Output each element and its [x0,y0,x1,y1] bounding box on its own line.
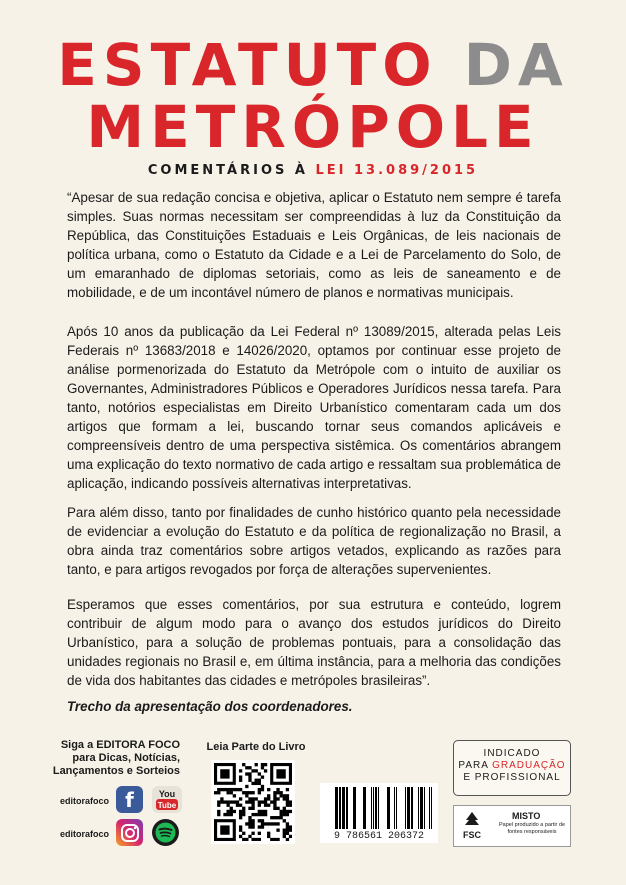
facebook-icon[interactable]: f [116,786,143,813]
isbn-number: 9 786561 206372 [333,831,424,842]
signoff: Trecho da apresentação dos coordenadores. [67,699,353,714]
subtitle-prefix: COMENTÁRIOS À [147,163,316,178]
social-line-3: Lançamentos e Sorteios [52,765,180,777]
social-callout [30,739,180,778]
social-handle-top: editorafoco [60,796,110,806]
fsc-misto: MISTO [512,811,541,821]
paragraph-2: Após 10 anos da publicação da Lei Federal nº 13089/2015, alterada pelas Leis Federais nº 13683/2018 e 14026/2020, optamos por continuar esse projeto de análise pormenorizada do Estatuto da Metrópole com o intuito de auxiliar os Governantes, Administradores Públicos e Operadores Jurídicos nessa tarefa. Para tanto, notórios especialistas em Direito Urbanístico comentaram cada um dos artigos que formam a lei, buscando tornar seus comandos aplicáveis e compreensíveis dentro de uma perspectiva sistêmica. Os comentários abrangem uma explicação do texto normativo de cada artigo e ressaltam sua problemática de aplicação, indicando possíveis alternativas interpretativas. [67,324,561,491]
indication-line-2 [454,760,570,772]
svg-text:You: You [158,789,176,799]
subtitle-law: LEI 13.089/2015 [315,163,479,178]
svg-text:Tube: Tube [157,801,177,810]
fsc-logo-icon [460,810,484,840]
title-line-1 [0,31,626,99]
indication-line-1: INDICADO [483,748,541,759]
subtitle [0,163,626,178]
paragraph-3: Para além disso, tanto por finalidades de cunho histórico quanto pela necessidade de evidenciar a evolução do Estatuto e da política de regionalização no Brasil, a obra ainda traz comentários sobre artigos vetados, explicando as razões para tanto, e para artigos revogados por força de alterações supervenientes. [67,505,561,577]
youtube-icon[interactable] [152,786,182,813]
indication-prefix: PARA [458,760,493,771]
paragraph-4: Esperamos que esses comentários, por sua estrutura e conteúdo, logrem contribuir de algum modo para o avanço dos estudos jurídicos do Direito Urbanístico, para a solução de problemas pontuais, para a consolidação das unidades regionais no Brasil e, em última instância, para a melhoria das condições de vida dos habitantes das cidades e metrópoles brasileiras”. [67,597,561,688]
read-preview-label: Leia Parte do Livro [206,741,306,753]
title-estatuto: ESTATUTO [57,31,438,99]
social-handle-bottom: editorafoco [60,829,110,839]
title-da: DA [437,31,569,99]
social-line-1: Siga a EDITORA FOCO [60,739,180,751]
social-line-2: para Dicas, Notícias, [72,752,180,764]
fsc-description: Papel produzido a partir de fontes responsáveis [498,822,566,835]
indication-graduacao: GRADUAÇÃO [492,760,566,771]
title-line-2: METRÓPOLE [86,93,540,161]
fsc-logo-text: FSC [463,830,481,840]
indication-line-3: E PROFISSIONAL [463,772,561,783]
spotify-icon[interactable] [152,819,179,846]
indication-badge [453,740,571,796]
fsc-certification [453,805,571,847]
instagram-icon[interactable] [116,819,143,846]
qr-code[interactable] [211,760,295,844]
paragraph-1: “Apesar de sua redação concisa e objetiva, aplicar o Estatuto nem sempre é tarefa simples. Suas normas necessitam ser compreendidas à luz da Constituição da República, das Constituições Estaduais e Leis Orgânicas, de leis nacionais de política urbana, como o Estatuto da Cidade e a Lei de Parcelamento do Solo, de um emaranhado de diplomas setoriais, como as leis de saneamento e de mobilidade, e de um incontável número de planos e normativas municipais. [67,190,561,300]
